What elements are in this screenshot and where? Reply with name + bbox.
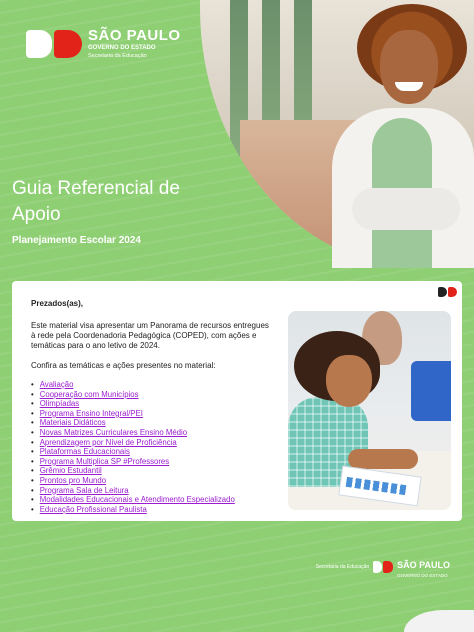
- student-photo: [288, 311, 451, 510]
- logo-title: SÃO PAULO: [88, 27, 181, 44]
- theme-link[interactable]: Prontos pro Mundo: [39, 475, 107, 485]
- list-item: [31, 409, 235, 419]
- theme-link[interactable]: Plataformas Educacionais: [39, 447, 130, 457]
- list-item: [31, 466, 235, 476]
- themes-list: [31, 380, 235, 514]
- list-item: [31, 380, 235, 390]
- theme-link[interactable]: Modalidades Educacionais e Atendimento Especializado: [39, 495, 235, 505]
- greeting: Prezados(as),: [31, 299, 84, 308]
- intro-paragraph: Este material visa apresentar um Panorama de recursos entregues à rede pela Coordenadoria Pedagógica (COPED), com ações e temáticas para o ano letivo de 2024.: [31, 321, 269, 350]
- theme-link[interactable]: Programa Sala de Leitura: [39, 485, 129, 495]
- list-item: [31, 447, 235, 457]
- list-item: [31, 418, 235, 428]
- theme-link[interactable]: Grêmio Estudantil: [39, 466, 102, 476]
- list-item: [31, 438, 235, 448]
- sp-footer-logo-icon: [373, 561, 393, 573]
- logo-secretariat: Secretaria da Educação: [88, 53, 147, 59]
- theme-link[interactable]: Materiais Didáticos: [39, 418, 106, 428]
- sp-logo-icon: [26, 28, 82, 60]
- list-item: [31, 457, 235, 467]
- list-intro: Confira as temáticas e ações presentes no material:: [31, 361, 216, 370]
- theme-link[interactable]: Olimpíadas: [39, 399, 80, 409]
- theme-link[interactable]: Programa Multiplica SP #Professores: [39, 456, 170, 466]
- list-item: [31, 486, 235, 496]
- list-item: [31, 505, 235, 515]
- page-title: Guia Referencial de Apoio: [12, 178, 180, 225]
- list-item: [31, 476, 235, 486]
- sp-small-logo-icon: [438, 287, 456, 297]
- theme-link[interactable]: Novas Matrizes Curriculares Ensino Médio: [39, 427, 188, 437]
- theme-link[interactable]: Programa Ensino Integral/PEI: [39, 408, 143, 418]
- footer-government: GOVERNO DO ESTADO: [397, 573, 448, 578]
- list-item: [31, 495, 235, 505]
- footer-secretariat: Secretaria da Educação: [315, 563, 370, 570]
- list-item: [31, 428, 235, 438]
- theme-link[interactable]: Educação Profissional Paulista: [39, 504, 147, 514]
- theme-link[interactable]: Aprendizagem por Nível de Proficiência: [39, 437, 177, 447]
- theme-link[interactable]: Cooperação com Municípios: [39, 389, 139, 399]
- content-card: [12, 281, 462, 521]
- footer-brand-name: SÃO PAULO: [397, 560, 450, 570]
- list-item: [31, 399, 235, 409]
- logo-government: GOVERNO DO ESTADO: [88, 45, 156, 51]
- list-item: [31, 390, 235, 400]
- footer-logo: [316, 555, 450, 578]
- theme-link[interactable]: Avaliação: [39, 380, 74, 389]
- sao-paulo-logo: [26, 28, 181, 60]
- page-subtitle: Planejamento Escolar 2024: [12, 235, 141, 246]
